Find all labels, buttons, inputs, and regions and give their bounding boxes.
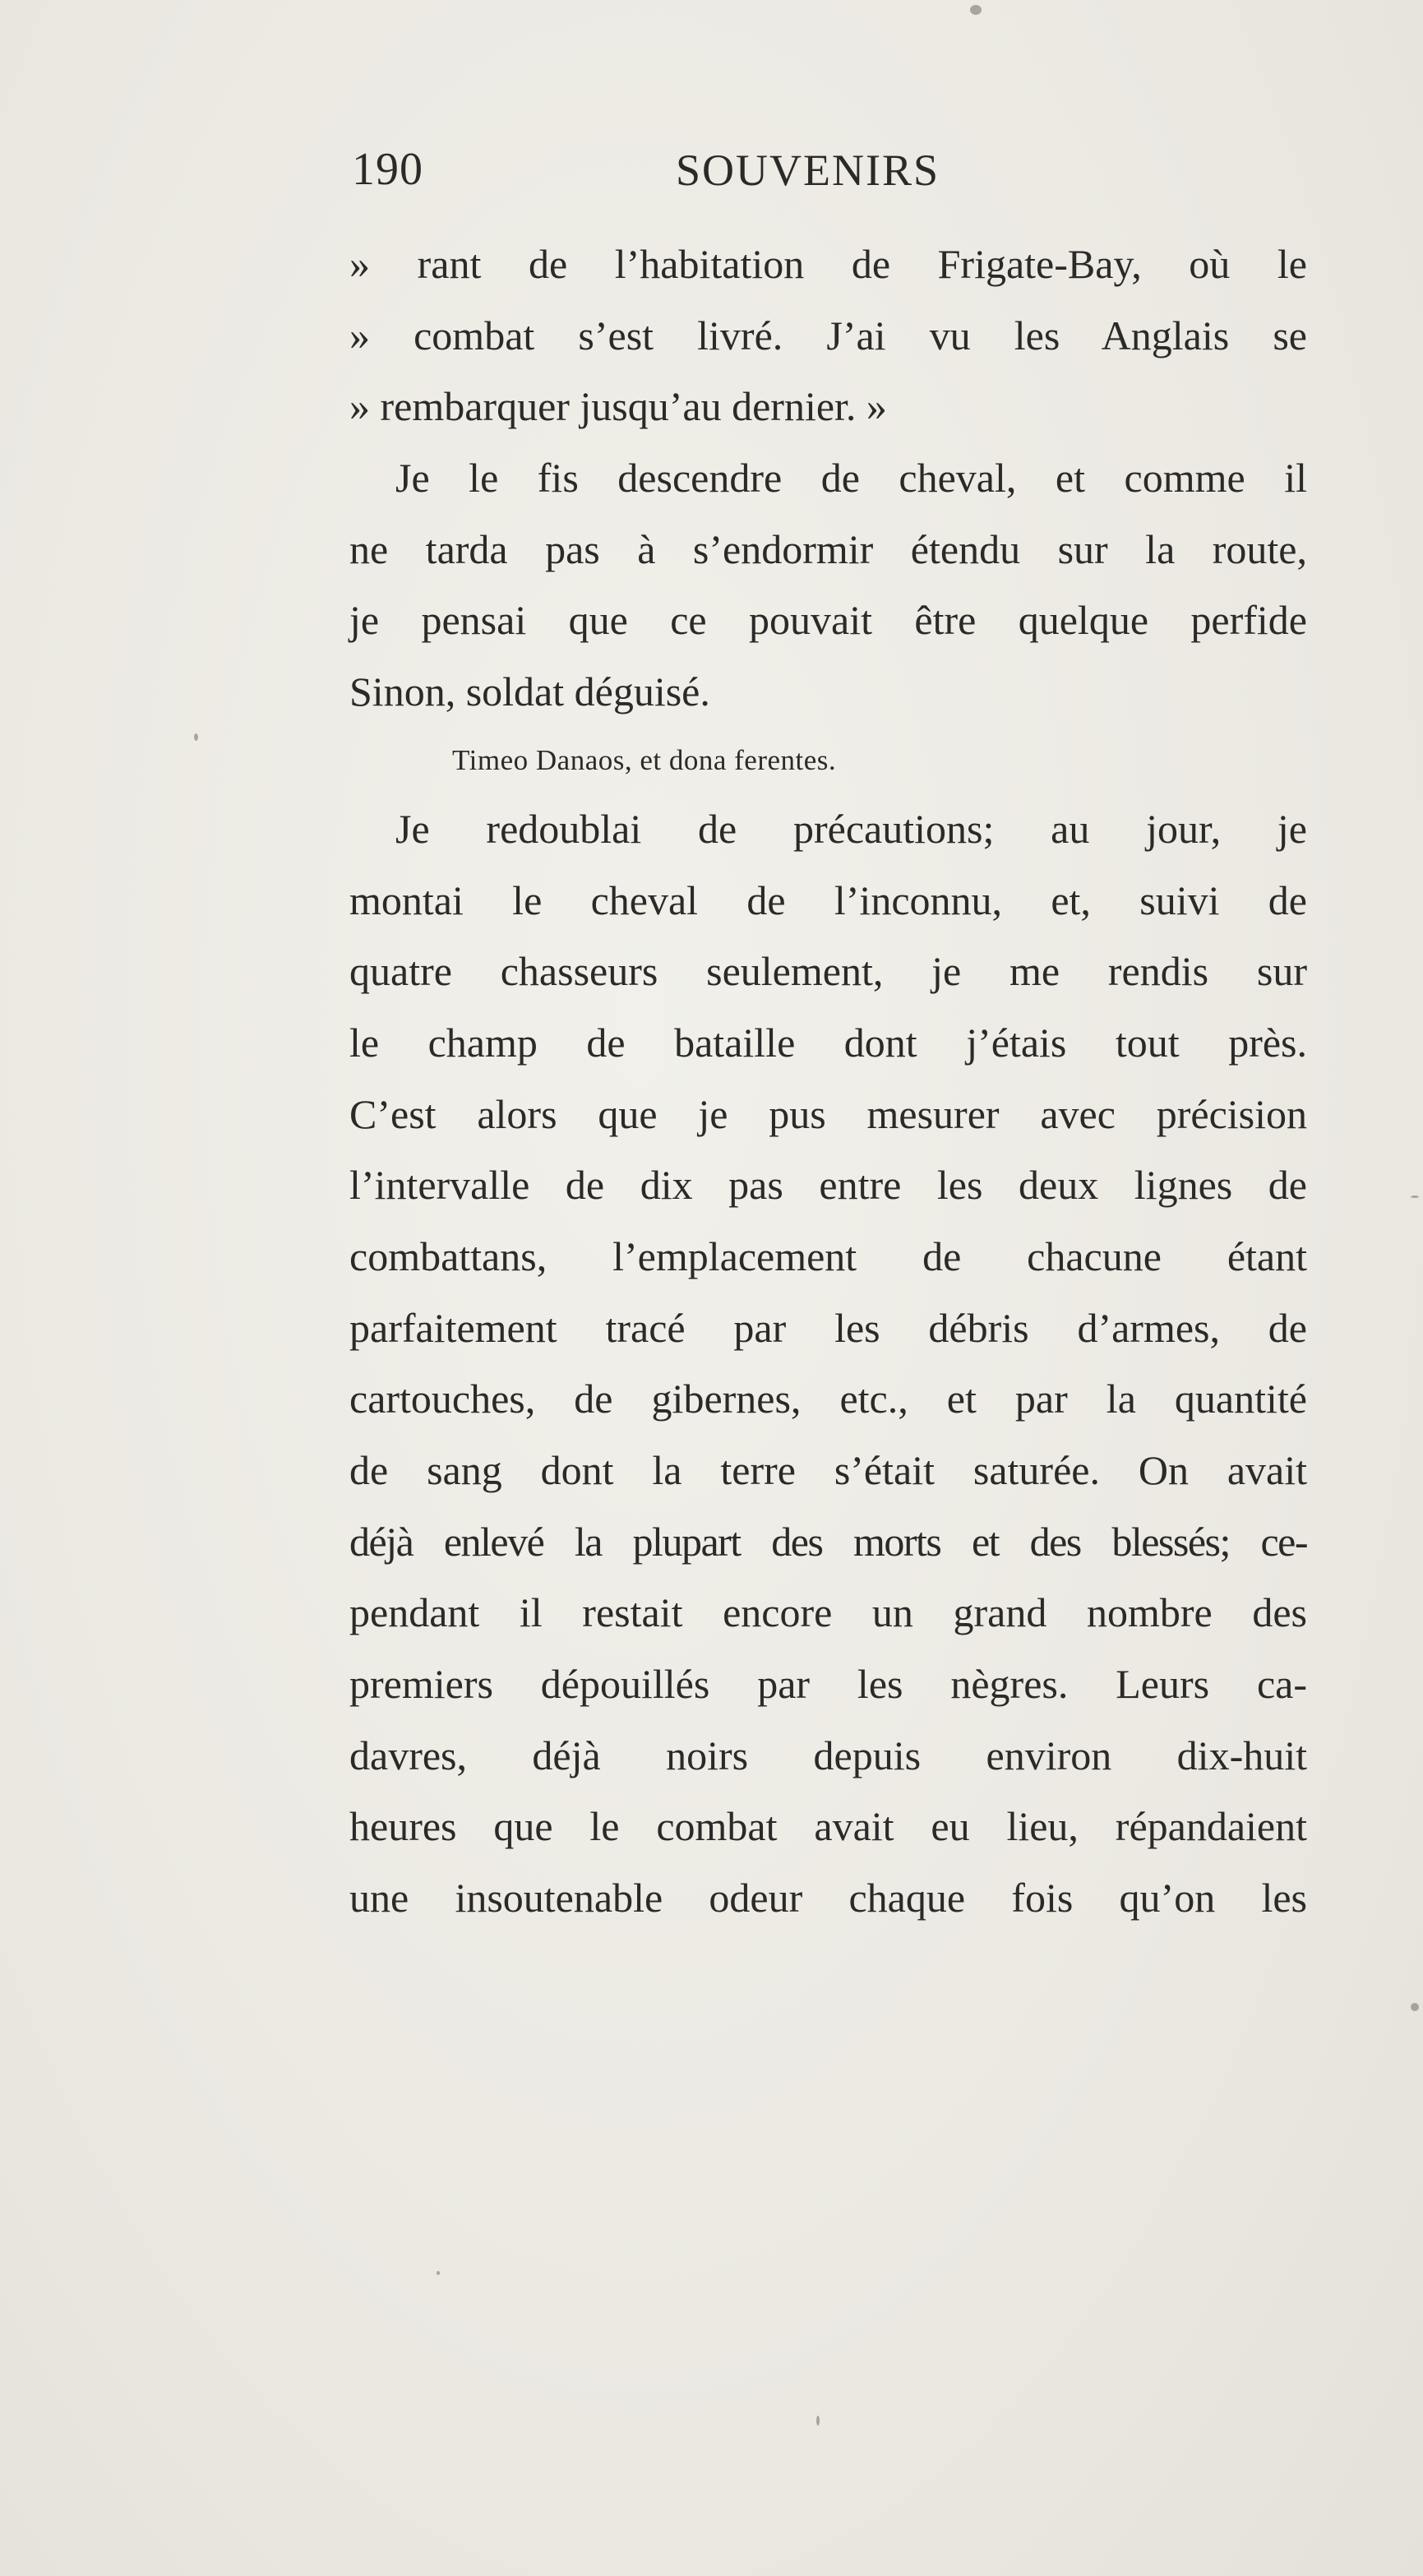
body-text — [349, 229, 1307, 1934]
text-line: je pensai que ce pouvait être quelque perfide — [349, 597, 1307, 644]
text-line: une insoutenable odeur chaque fois qu’on les — [349, 1875, 1307, 1922]
paper-speck — [816, 2416, 820, 2426]
text-line: parfaitement tracé par les débris d’armes, de — [349, 1304, 1307, 1351]
paper-speck — [194, 733, 198, 741]
text-line: C’est alors que je pus mesurer avec précision — [349, 1090, 1307, 1137]
text-line: ne tarda pas à s’endormir étendu sur la route, — [349, 525, 1307, 572]
text-line: cartouches, de gibernes, etc., et par la quantité — [349, 1376, 1307, 1422]
text-line: déjà enlevé la plupart des morts et des blessés; ce- — [349, 1518, 1307, 1565]
paper-speck — [437, 2271, 440, 2275]
text-line: davres, déjà noirs depuis environ dix-huit — [349, 1732, 1307, 1778]
text-line: » rembarquer jusqu’au dernier. » — [349, 383, 887, 430]
text-line: premiers dépouillés par les nègres. Leurs ca- — [349, 1661, 1307, 1708]
paper-speck — [1411, 1196, 1419, 1198]
text-line: Je redoublai de précautions; au jour, je — [395, 805, 1307, 852]
text-line: heures que le combat avait eu lieu, répandaient — [349, 1803, 1307, 1850]
running-header — [0, 0, 1423, 230]
text-line: l’intervalle de dix pas entre les deux lignes de — [349, 1162, 1307, 1209]
text-line: quatre chasseurs seulement, je me rendis sur — [349, 948, 1307, 995]
paper-speck — [970, 5, 982, 15]
text-line: combattans, l’emplacement de chacune étant — [349, 1233, 1307, 1279]
text-line: pendant il restait encore un grand nombre des — [349, 1589, 1307, 1636]
text-line: » rant de l’habitation de Frigate-Bay, où le — [349, 241, 1307, 287]
running-title: SOUVENIRS — [676, 146, 940, 195]
text-line: montai le cheval de l’inconnu, et, suivi de — [349, 876, 1307, 923]
text-line: Je le fis descendre de cheval, et comme il — [395, 455, 1307, 502]
text-line: de sang dont la terre s’était saturée. On avait — [349, 1447, 1307, 1493]
latin-quotation: Timeo Danaos, et dona ferentes. — [452, 743, 837, 776]
page-number: 190 — [352, 144, 423, 195]
paper-speck — [1411, 2003, 1419, 2011]
text-line: Sinon, soldat déguisé. — [349, 668, 710, 715]
text-line: » combat s’est livré. J’ai vu les Anglais se — [349, 312, 1307, 358]
text-line: le champ de bataille dont j’étais tout près. — [349, 1019, 1307, 1066]
